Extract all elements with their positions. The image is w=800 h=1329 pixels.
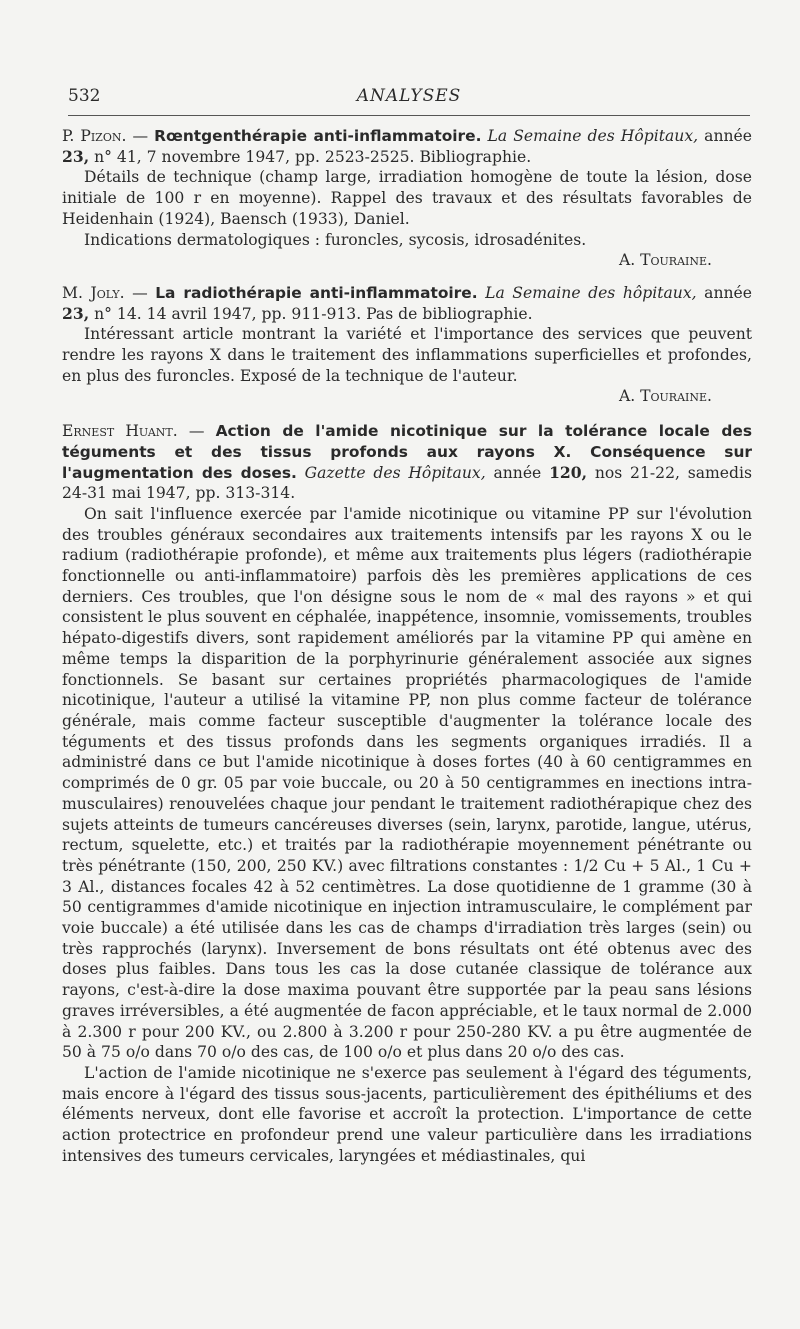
citation: P. Pizon. — Rœntgenthérapie anti-inflammatoire. La Semaine des Hôpitaux, année 23, n° 41, 7 novembre 1947, pp. 2523-2525. Bibliographie. [62, 127, 752, 166]
header-rule [68, 115, 750, 116]
abstract-entry-3 [62, 421, 752, 1166]
abstract-paragraph: Détails de technique (champ large, irradiation homogène de toute la lésion, dose initiale de 100 r en moyenne). Rappel des travaux et des résultats favorables de Heidenhain (1924), Baensch (1933), Daniel. [62, 168, 752, 228]
volume: 120, [549, 462, 588, 482]
author: M. Joly. [62, 283, 125, 302]
author: Ernest Huant. [62, 422, 178, 441]
reviewer-signature: A. Touraine. [618, 387, 712, 406]
journal-name: Gazette des Hôpitaux, [304, 463, 486, 482]
citation-details: n° 41, 7 novembre 1947, pp. 2523-2525. Bibliographie. [94, 147, 532, 166]
abstract-entry-1 [62, 126, 752, 271]
article-title: La radiothérapie anti-inflammatoire. [155, 283, 478, 302]
citation: M. Joly. — La radiothérapie anti-inflammatoire. La Semaine des hôpitaux, année 23, n° 14. 14 avril 1947, pp. 911-913. Pas de bibliographie. [62, 283, 752, 323]
abstract-paragraph: Intéressant article montrant la variété et l'importance des services que peuvent rendre les rayons X dans le traitement des inflammations superficielles et profondes, en plus des furoncles. Exposé de la technique de l'auteur. [62, 325, 752, 385]
citation-details: nos 21-22, samedis 24-31 mai 1947, pp. 313-314. [62, 463, 752, 503]
volume: 23, [62, 146, 90, 166]
citation-details: n° 14. 14 avril 1947, pp. 911-913. Pas de bibliographie. [94, 304, 533, 323]
volume: 23, [62, 303, 90, 323]
article-title: Action de l'amide nicotinique sur la tolérance locale des téguments et des tissus profonds aux rayons X. Conséquence sur l'augmentation des doses. [62, 422, 753, 482]
journal-name: La Semaine des hôpitaux, [485, 283, 697, 302]
journal-name: La Semaine des Hôpitaux, [487, 127, 699, 145]
abstract-paragraph: Indications dermatologiques : furoncles, sycosis, idrosadénites. [84, 230, 587, 249]
article-title: Rœntgenthérapie anti-inflammatoire. [154, 127, 482, 145]
running-title: ANALYSES [356, 86, 462, 106]
page-number: 532 [68, 86, 101, 106]
reviewer-signature: A. Touraine. [618, 251, 712, 270]
abstract-paragraph: L'action de l'amide nicotinique ne s'exerce pas seulement à l'égard des téguments, mais encore à l'égard des tissus sous-jacents, particulièrement des épithéliums et des éléments nerveux, dont elle favorise et accroît la protection. L'importance de cette action protectrice en profondeur prend une valeur particulière dans les irradiations intensives des tumeurs cervicales, laryngées et médiastinales, qui [62, 1063, 752, 1165]
article-body [62, 126, 752, 1166]
page-header [68, 86, 750, 110]
abstract-paragraph: On sait l'influence exercée par l'amide nicotinique ou vitamine PP sur l'évolution des troubles généraux secondaires aux traitements intensifs par les rayons X ou le radium (radiothérapie profonde), et même aux traitements plus légers (radiothérapie fonctionnelle ou anti-inflammatoire) parfois dès les premières applications de ces derniers. Ces troubles, que l'on désigne sous le nom de « mal des rayons » et qui consistent le plus souvent en céphalée, inappétence, insomnie, vomissements, troubles hépato-digestifs divers, sont rapidement améliorés par la vitamine PP qui amène en même temps la disparition de la porphyrinurie généralement associée aux signes fonctionnels. Se basant sur certaines propriétés pharmacologiques de l'amide nicotinique, l'auteur a utilisé la vitamine PP, non plus comme facteur de tolérance générale, mais comme facteur susceptible d'augmenter la tolérance locale des téguments et des tissus profonds dans les segments organiques irradiés. Il a administré dans ce but l'amide nicotinique à doses fortes (40 à 60 centigrammes en comprimés de 0 gr. 05 par voie buccale, ou 20 à 50 centigrammes en inections intra-musculaires) renouvelées chaque jour pendant le traitement radiothérapique chez des sujets atteints de tumeurs cancéreuses diverses (sein, larynx, parotide, langue, utérus, rectum, squelette, etc.) et traités par la radiothérapie moyennement pénétrante ou très pénétrante (150, 200, 250 KV.) avec filtrations constantes : 1/2 Cu + 5 Al., 1 Cu + 3 Al., distances focales 42 à 52 centimètres. La dose quotidienne de 1 gramme (30 à 50 centigrammes d'amide nicotinique en injection intramusculaire, le complément par voie buccale) a été utilisée dans les cas de champs d'irradiation très larges (sein) ou très rapprochés (larynx). Inversement de bons résultats ont été obtenus avec des doses plus faibles. Dans tous les cas la dose cutanée classique de tolérance aux rayons, c'est-à-dire la dose maxima pouvant être supportée par la peau sans lésions graves irréversibles, a été augmentée de facon appréciable, et le taux normal de 2.000 à 2.300 r pour 200 KV., ou 2.800 à 3.200 r pour 250-280 KV. a pu être augmentée de 50 à 75 o/o dans 70 o/o des cas, de 100 o/o et plus dans 20 o/o des cas. [62, 504, 752, 1062]
author: P. Pizon. [62, 127, 127, 145]
abstract-entry-2 [62, 283, 752, 407]
citation: Ernest Huant. — Action de l'amide nicotinique sur la tolérance locale des téguments et des tissus profonds aux rayons X. Conséquence sur l'augmentation des doses. Gazette des Hôpitaux, année 120, nos 21-22, samedis 24-31 mai 1947, pp. 313-314. [62, 422, 753, 503]
